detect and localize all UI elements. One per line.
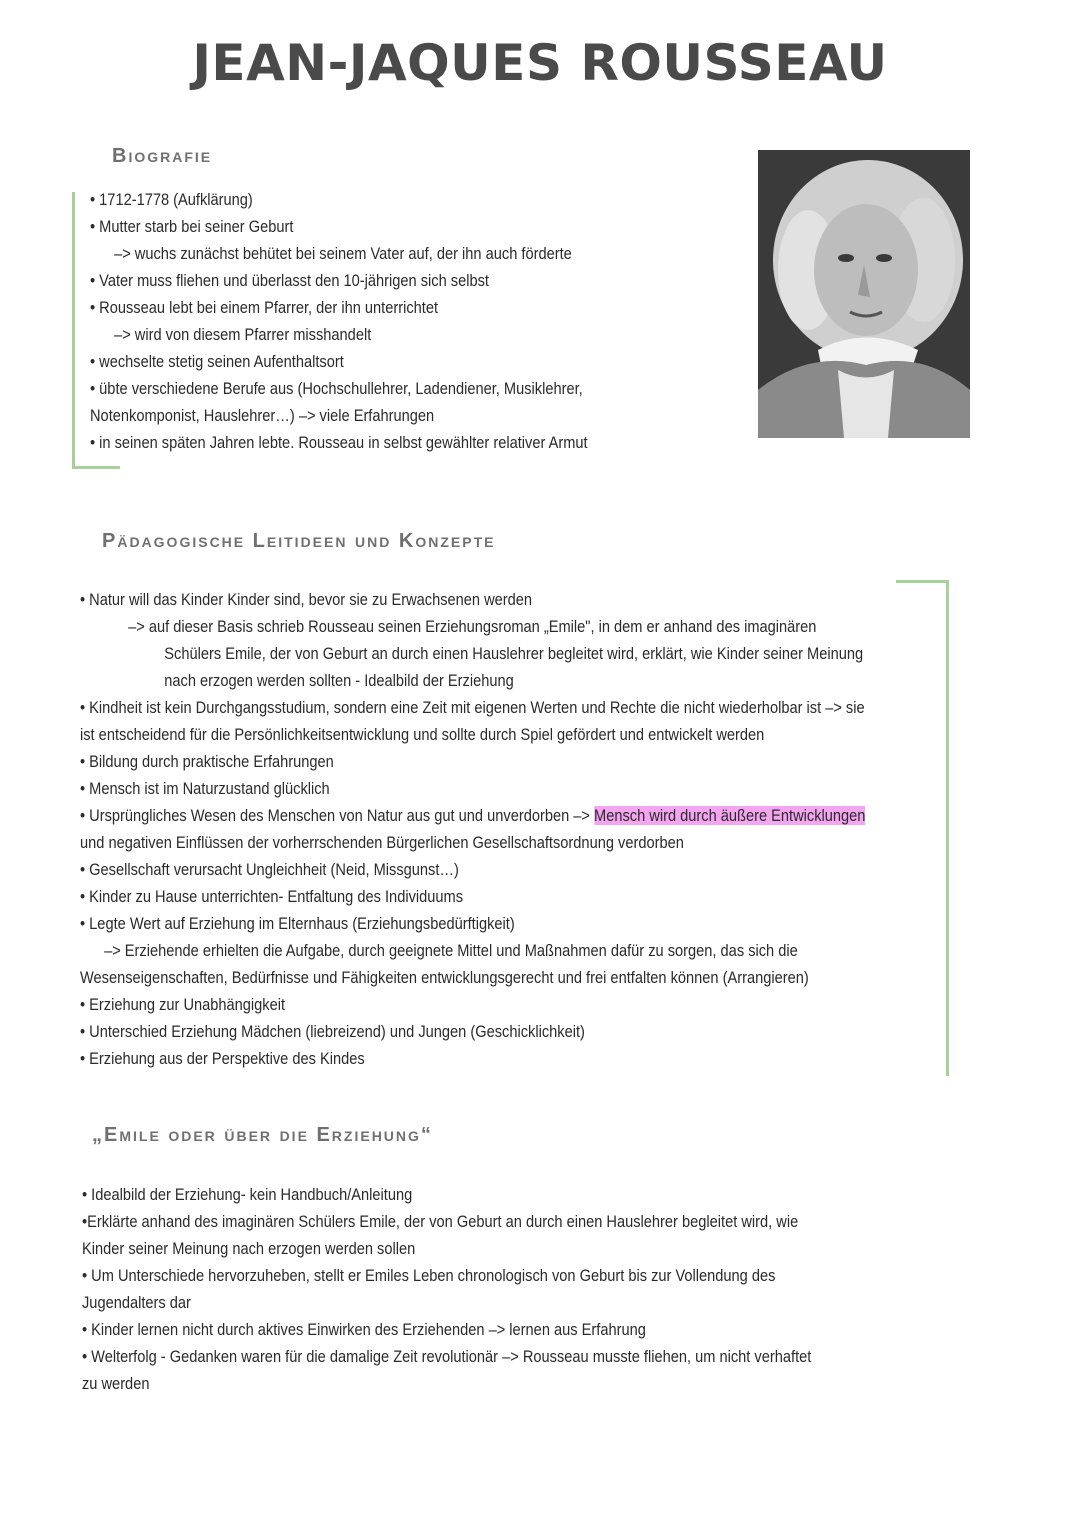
paedagogik-line: • Erziehung aus der Perspektive des Kindes	[80, 1049, 365, 1068]
paedagogik-line: • Kindheit ist kein Durchgangsstudium, sondern eine Zeit mit eigenen Werten und Rechte die nicht wiederholbar ist –> sie	[80, 698, 865, 717]
paedagogik-line: Schülers Emile, der von Geburt an durch einen Hauslehrer begleitet wird, erklärt, wie Kinder seiner Meinung	[164, 644, 864, 663]
emile-line: • Kinder lernen nicht durch aktives Einwirken des Erziehenden –> lernen aus Erfahrung	[82, 1320, 646, 1339]
biografie-line: • Vater muss fliehen und überlasst den 10-jährigen sich selbst	[90, 271, 489, 290]
biografie-line: • Rousseau lebt bei einem Pfarrer, der ihn unterrichtet	[90, 298, 439, 317]
biografie-line: • 1712-1778 (Aufklärung)	[90, 190, 253, 209]
rousseau-portrait	[758, 150, 970, 438]
biografie-list	[90, 186, 669, 456]
emile-line: Jugendalters dar	[82, 1293, 191, 1312]
paedagogik-line: • Natur will das Kinder Kinder sind, bevor sie zu Erwachsenen werden	[80, 590, 533, 609]
emile-line: Kinder seiner Meinung nach erzogen werden sollen	[82, 1239, 416, 1258]
biografie-line: –> wird von diesem Pfarrer misshandelt	[114, 325, 372, 344]
paedagogik-line: • Bildung durch praktische Erfahrungen	[80, 752, 334, 771]
biografie-heading: Biografie	[112, 145, 213, 167]
emile-line: •Erklärte anhand des imaginären Schülers Emile, der von Geburt an durch einen Hauslehrer begleitet wird, wie	[82, 1212, 799, 1231]
paedagogik-line: • Gesellschaft verursacht Ungleichheit (Neid, Missgunst…)	[80, 860, 459, 879]
emile-line: • Idealbild der Erziehung- kein Handbuch/Anleitung	[82, 1185, 413, 1204]
biografie-bracket-vertical	[72, 192, 75, 468]
biografie-line: • Mutter starb bei seiner Geburt	[90, 217, 294, 236]
emile-heading: „Emile oder über die Erziehung“	[92, 1124, 433, 1146]
paedagogik-line: und negativen Einflüssen der vorherrschenden Bürgerlichen Gesellschaftsordnung verdorben	[80, 833, 684, 852]
paedagogik-line: • Mensch ist im Naturzustand glücklich	[80, 779, 330, 798]
paedagogik-line: –> Erziehende erhielten die Aufgabe, durch geeignete Mittel und Maßnahmen dafür zu sorgen, das sich die	[104, 941, 798, 960]
portrait-image	[758, 150, 970, 438]
paedagogik-line: Wesenseigenschaften, Bedürfnisse und Fähigkeiten entwicklungsgerecht und frei entfalten können (Arrangieren)	[80, 968, 809, 987]
paedagogik-bracket-horizontal	[896, 580, 948, 583]
biografie-line: • wechselte stetig seinen Aufenthaltsort	[90, 352, 344, 371]
paedagogik-line: ist entscheidend für die Persönlichkeitsentwicklung und sollte durch Spiel gefördert und entwickelt werden	[80, 725, 765, 744]
page-title: JEAN-JAQUES ROUSSEAU	[192, 34, 888, 92]
paedagogik-line-with-highlight	[80, 802, 865, 829]
biografie-line: –> wuchs zunächst behütet bei seinem Vater auf, der ihn auch förderte	[114, 244, 572, 263]
biografie-line: • übte verschiedene Berufe aus (Hochschullehrer, Ladendiener, Musiklehrer,	[90, 379, 583, 398]
paedagogik-list	[80, 586, 993, 1072]
emile-line: • Welterfolg - Gedanken waren für die damalige Zeit revolutionär –> Rousseau musste fliehen, um nicht verhaftet	[82, 1347, 812, 1366]
emile-line: zu werden	[82, 1374, 150, 1393]
paedagogik-line: • Erziehung zur Unabhängigkeit	[80, 995, 286, 1014]
paedagogik-line: nach erzogen werden sollten - Idealbild der Erziehung	[164, 671, 514, 690]
paedagogik-heading: Pädagogische Leitideen und Konzepte	[102, 530, 496, 552]
paedagogik-line-text: • Ursprüngliches Wesen des Menschen von Natur aus gut und unverdorben –>	[80, 806, 595, 825]
biografie-line: • in seinen späten Jahren lebte. Rousseau in selbst gewählter relativer Armut	[90, 433, 588, 452]
paedagogik-line: • Legte Wert auf Erziehung im Elternhaus (Erziehungsbedürftigkeit)	[80, 914, 515, 933]
emile-line: • Um Unterschiede hervorzuheben, stellt er Emiles Leben chronologisch von Geburt bis zur Vollendung des	[82, 1266, 776, 1285]
highlighted-text: Mensch wird durch äußere Entwicklungen	[594, 806, 866, 825]
paedagogik-line: • Kinder zu Hause unterrichten- Entfaltung des Individuums	[80, 887, 464, 906]
paedagogik-line: –> auf dieser Basis schrieb Rousseau seinen Erziehungsroman „Emile", in dem er anhand des imaginären	[128, 617, 817, 636]
biografie-line: Notenkomponist, Hauslehrer…) –> viele Erfahrungen	[90, 406, 435, 425]
biografie-bracket-horizontal	[72, 466, 120, 469]
emile-list	[82, 1181, 930, 1397]
paedagogik-line: • Unterschied Erziehung Mädchen (liebreizend) und Jungen (Geschicklichkeit)	[80, 1022, 585, 1041]
